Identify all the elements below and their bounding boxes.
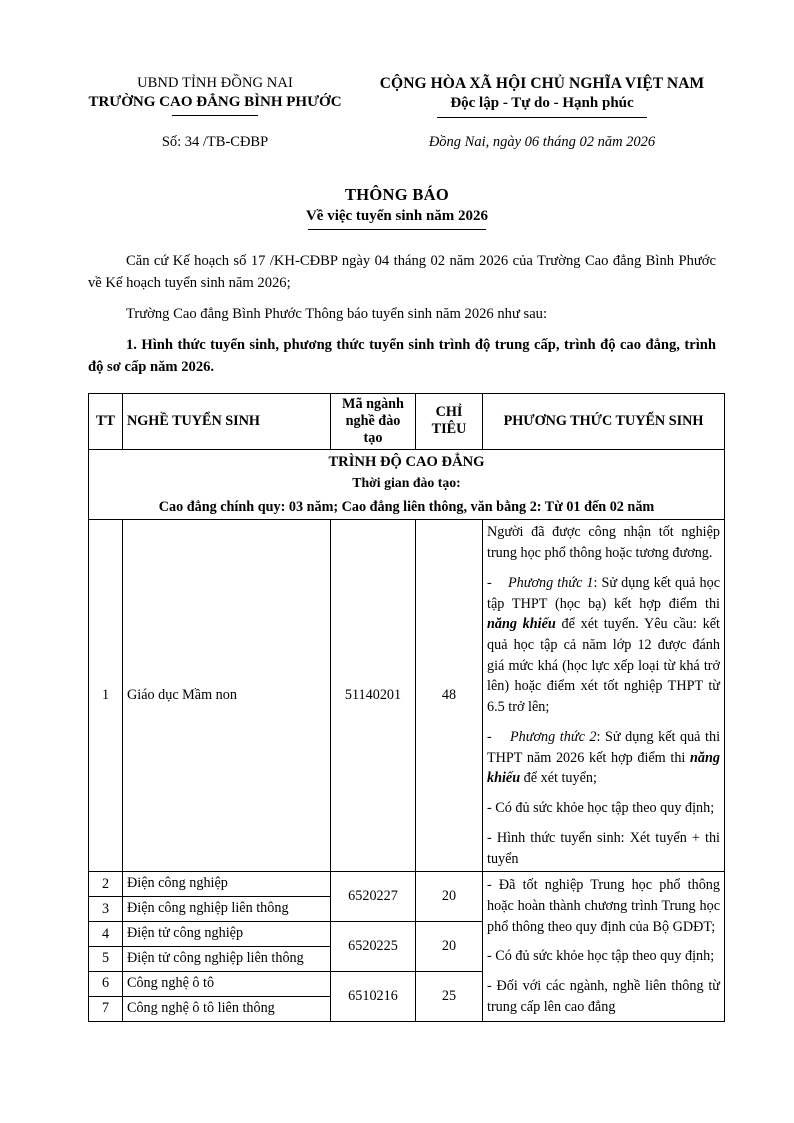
cell-quota: 20 <box>416 922 483 972</box>
method-1-label: Phương thức 1 <box>507 574 594 591</box>
cell-tt: 4 <box>89 922 123 947</box>
method-2 <box>487 727 720 789</box>
title-divider <box>308 229 486 230</box>
page-title: THÔNG BÁO <box>344 184 449 204</box>
method-2-emphasis: năng khiếu <box>487 749 720 787</box>
cell-major-name: Công nghệ ô tô liên thông <box>123 996 331 1021</box>
table-section-banner-row <box>89 449 725 520</box>
school-name-label: TRƯỜNG CAO ĐẲNG BÌNH PHƯỚC <box>88 93 342 110</box>
cell-admission-method-general <box>483 872 725 1021</box>
cell-major-name: Điện công nghiệp liên thông <box>123 897 331 922</box>
document-number: Số: 34 /TB-CĐBP <box>161 133 269 150</box>
cell-major-name: Điện tử công nghiệp liên thông <box>123 946 331 971</box>
paragraph-basis: Căn cứ Kế hoạch số 17 /KH-CĐBP ngày 04 tháng 02 năm 2026 của Trường Cao đẳng Bình Phước về Kế hoạch tuyển sinh năm 2026; <box>88 252 716 291</box>
cell-tt: 2 <box>89 872 123 897</box>
table-body <box>89 449 725 1021</box>
column-header-quota: CHỈ TIÊU <box>416 393 483 449</box>
column-header-tt: TT <box>89 393 123 449</box>
method-2-text-a: : Sử dụng kết quả thi THPT năm 2026 kết hợp điểm thi <box>487 728 721 766</box>
document-meta-row <box>0 118 794 151</box>
banner-level-label: TRÌNH ĐỘ CAO ĐẲNG <box>328 453 485 470</box>
cell-quota: 20 <box>416 872 483 922</box>
paragraph-section-1-heading: 1. Hình thức tuyển sinh, phương thức tuyển sinh trình độ trung cấp, trình độ cao đẳng, trình độ sơ cấp năm 2026. <box>88 337 716 376</box>
province-authority-label: UBND TỈNH ĐỒNG NAI <box>137 75 293 91</box>
cell-major-name: Giáo dục Mầm non <box>123 520 331 872</box>
method-1-text-a: : Sử dụng kết quả học tập THPT (học bạ) kết hợp điểm thi <box>487 574 721 612</box>
header-left-divider <box>172 115 258 116</box>
cell-major-name: Công nghệ ô tô <box>123 971 331 996</box>
cell-admission-method-mam-non <box>483 520 725 872</box>
document-date: Đồng Nai, ngày 06 tháng 02 năm 2026 <box>428 133 656 150</box>
general-method-graduation: - Đã tốt nghiệp Trung học phổ thông hoặc hoàn thành chương trình Trung học phổ thông theo quy định của Bộ GDĐT; <box>487 877 720 935</box>
cell-major-name: Điện công nghiệp <box>123 872 331 897</box>
header-right-divider <box>437 117 647 118</box>
cell-tt: 1 <box>89 520 123 872</box>
cell-tt: 6 <box>89 971 123 996</box>
column-header-method: PHƯƠNG THỨC TUYỂN SINH <box>483 393 725 449</box>
page-subtitle: Về việc tuyển sinh năm 2026 <box>305 207 489 224</box>
banner-duration-label: Thời gian đào tạo: <box>352 474 461 490</box>
cell-tt: 5 <box>89 946 123 971</box>
table-row <box>89 872 725 897</box>
method-2-text-b: để xét tuyển; <box>520 770 597 787</box>
cell-quota: 48 <box>416 520 483 872</box>
document-title-block <box>0 185 794 230</box>
method-1-text-b: để xét tuyển. Yêu cầu: kết quả học tập cả năm lớp 12 được đánh giá mức khá (học lực xếp loại từ khá trở lên) hoặc điểm xét tốt nghiệp THPT từ 6.5 trở lên; <box>487 616 720 716</box>
cell-major-code: 6520225 <box>331 922 416 972</box>
paragraph-announcement: Trường Cao đẳng Bình Phước Thông báo tuyển sinh năm 2026 như sau: <box>126 305 548 322</box>
cell-major-name: Điện tử công nghiệp <box>123 922 331 947</box>
section-banner-cao-dang <box>89 449 725 520</box>
general-method-health: - Có đủ sức khỏe học tập theo quy định; <box>487 948 715 965</box>
cell-major-code: 51140201 <box>331 520 416 872</box>
method-2-label: Phương thức 2 <box>509 728 597 745</box>
method-2-dash: - <box>487 728 492 745</box>
cell-tt: 7 <box>89 996 123 1021</box>
admissions-table <box>88 393 725 1022</box>
method-intro: Người đã được công nhận tốt nghiệp trung học phổ thông hoặc tương đương. <box>487 524 720 562</box>
issuing-authority-block <box>70 74 360 116</box>
general-method-lien-thong: - Đối với các ngành, nghề liên thông từ trung cấp lên cao đẳng <box>487 978 720 1015</box>
national-motto-label: Độc lập - Tự do - Hạnh phúc <box>450 95 634 112</box>
method-1 <box>487 573 720 718</box>
national-heading-block <box>360 74 724 118</box>
method-admission-form: - Hình thức tuyển sinh: Xét tuyển + thi tuyển <box>487 829 720 867</box>
table-row <box>89 520 725 872</box>
cell-tt: 3 <box>89 897 123 922</box>
column-header-major: NGHỀ TUYỂN SINH <box>123 393 331 449</box>
method-1-emphasis: năng khiếu <box>487 616 556 633</box>
column-header-code: Mã ngành nghề đào tạo <box>331 393 416 449</box>
table-header-row <box>89 393 725 449</box>
method-1-dash: - <box>487 574 492 591</box>
document-body <box>0 250 794 379</box>
document-header <box>0 0 794 118</box>
cell-quota: 25 <box>416 971 483 1021</box>
admissions-table-wrapper <box>0 393 794 1022</box>
banner-duration-detail: Cao đẳng chính quy: 03 năm; Cao đẳng liên thông, văn bằng 2: Từ 01 đến 02 năm <box>158 498 655 515</box>
cell-major-code: 6510216 <box>331 971 416 1021</box>
cell-major-code: 6520227 <box>331 872 416 922</box>
table-header <box>89 393 725 449</box>
country-name-label: CỘNG HÒA XÃ HỘI CHỦ NGHĨA VIỆT NAM <box>379 75 705 92</box>
method-health-requirement: - Có đủ sức khỏe học tập theo quy định; <box>487 800 715 817</box>
